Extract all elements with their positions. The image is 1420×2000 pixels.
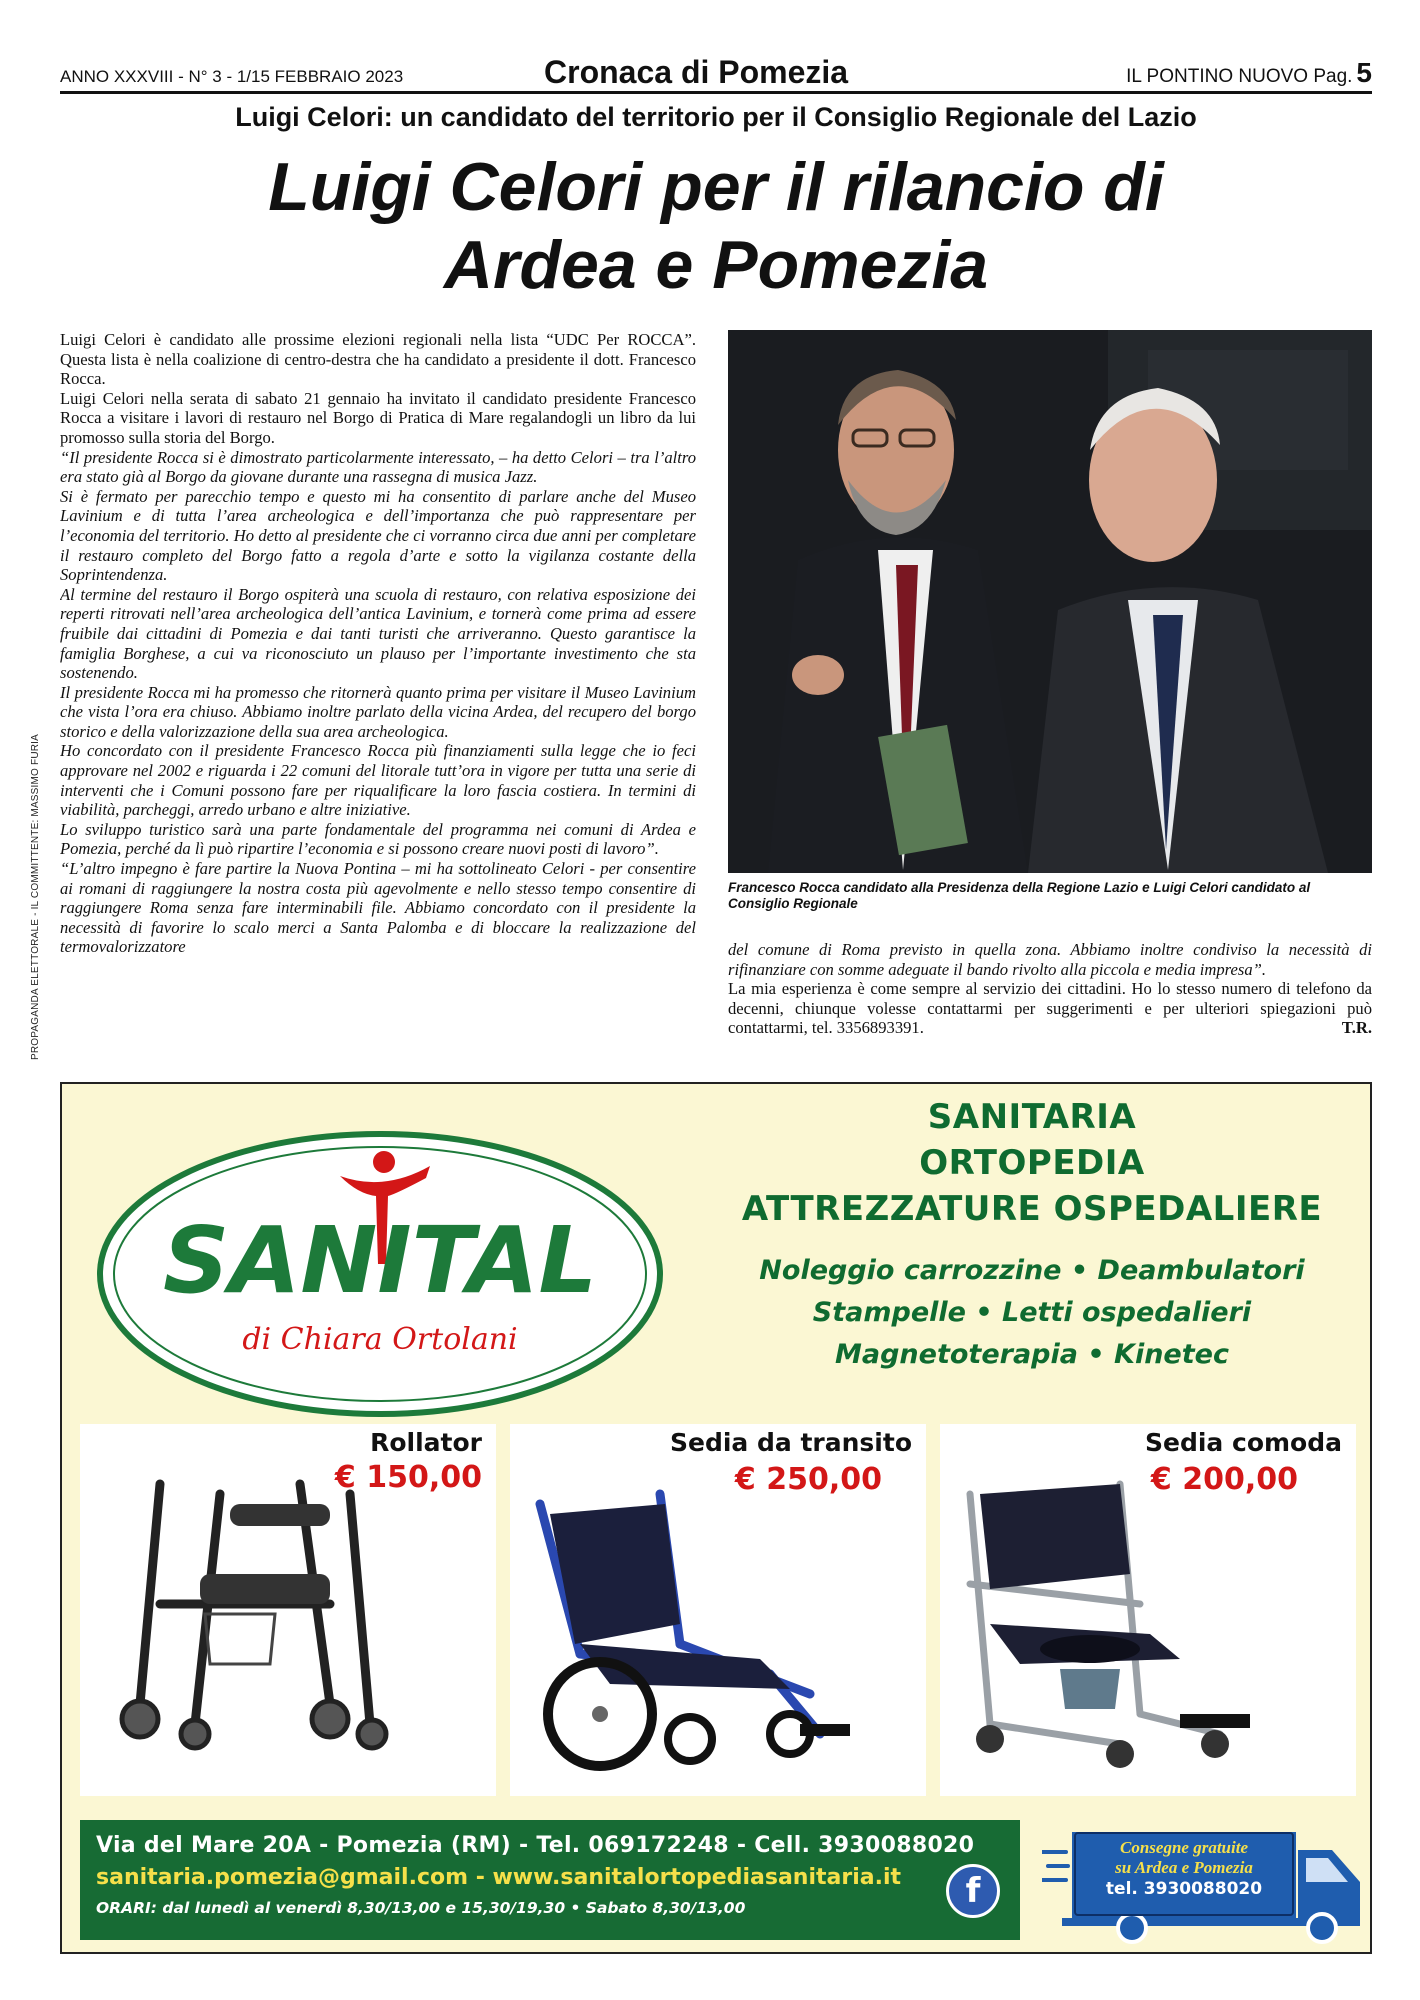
paragraph: Al termine del restauro il Borgo ospiterà una scuola di restauro, con relativa esposizione dei reperti ritrovati nell’area archeologica dell’antica Lavinium, e tornerà come prima ad essere fruibile dai cittadini di Pomezia e dai tanti turisti che arriveranno. Questo garantisce la famiglia Borghese, a cui va riconosciuto un plauso per l’importante investimento che sta sostenendo. (60, 584, 696, 683)
service-line: Stampelle • Letti ospedalieri (812, 1297, 1252, 1328)
paragraph: “Il presidente Rocca si è dimostrato particolarmente interessato, – ha detto Celori – tra l’altro era stato già al Borgo da giovane durante una rassegna di musica Jazz. (60, 447, 696, 487)
page-header (60, 54, 1372, 94)
sanital-logo (90, 1114, 670, 1424)
paper-info (1126, 57, 1372, 89)
service-line: Noleggio carrozzine • Deambulatori (759, 1255, 1305, 1286)
paragraph: Si è fermato per parecchio tempo e questo mi ha consentito di parlare anche del Museo Lavinium e di tutta l’area archeologica e dell’importanza che può rappresentare per l’economia del territorio. Ho detto al presidente che ci vorranno circa due anni per completare il restauro completo del Borgo fatto a regola d’arte e sotto la vigilanza costante della Soprintendenza. (60, 486, 696, 585)
paragraph: “L’altro impegno è fare partire la Nuova Pontina – mi ha sottolineato Celori - per consentire ai romani di raggiungere la nostra costa più agevolmente e nello stesso tempo consentire di raggiungere Roma senza fare interminabili file. Abbiamo concordato con il presidente la necessità di favorire lo scalo merci a Santa Palomba e di bloccare la realizzazione del termovalorizzatore (60, 859, 696, 957)
headline-line-1: Luigi Celori per il rilancio di (268, 149, 1164, 225)
paragraph: Lo sviluppo turistico sarà una parte fondamentale del programma nei comuni di Ardea e Pomezia, perché da lì può ripartire l’economia e si possono creare nuovi posti di lavoro”. (60, 819, 696, 859)
shop-address: Via del Mare 20A - Pomezia (RM) - Tel. 069172248 - Cell. 3930088020 (96, 1833, 975, 1858)
delivery-line-1: Consegne gratuite (1120, 1838, 1248, 1857)
issue-info: ANNO XXXVIII - N° 3 - 1/15 FEBBRAIO 2023 (60, 67, 404, 86)
author-signature: T.R. (1341, 1018, 1372, 1038)
rollator-icon (100, 1454, 400, 1754)
product-price: € 150,00 (334, 1460, 482, 1495)
delivery-line-2: su Ardea e Pomezia (1115, 1858, 1253, 1877)
product-name: Sedia comoda (1145, 1428, 1342, 1457)
category: ORTOPEDIA (919, 1143, 1145, 1183)
page-number: 5 (1356, 57, 1372, 88)
category: ATTREZZATURE OSPEDALIERE (741, 1189, 1323, 1229)
shop-web: sanitaria.pomezia@gmail.com - www.sanitalortopediasanitaria.it (96, 1865, 902, 1890)
section-title: Cronaca di Pomezia (544, 54, 849, 90)
logo-brand: SANITAL (162, 1207, 598, 1314)
paragraph: La mia esperienza è come sempre al servizio dei cittadini. Ho lo stesso numero di telefono da decenni, chiunque volesse contattarmi per suggerimenti e per ulteriori spiegazioni può contattarmi, tel. 3356893391. (728, 979, 1372, 1038)
photo-illustration (728, 330, 1372, 873)
ad-contact-bar (80, 1820, 1020, 1940)
paper-name: IL PONTINO NUOVO Pag. (1126, 66, 1353, 87)
headline-line-2: Ardea e Pomezia (443, 227, 989, 303)
paragraph: del comune di Roma previsto in quella zona. Abbiamo inoltre condiviso la necessità di rifinanziare con somme adeguate il bando rivolto alla piccola e media impresa”. (728, 940, 1372, 979)
product-transit-chair (510, 1424, 926, 1796)
article-column-right (728, 940, 1372, 1038)
product-price: € 200,00 (1150, 1462, 1298, 1497)
paragraph: Il presidente Rocca mi ha promesso che ritornerà quanto prima per visitare il Museo Lavinium che vista l’ora era chiuso. Abbiamo inoltre parlato della vicina Ardea, del recupero del borgo storico e della valorizzazione della sua area archeologica. (60, 682, 696, 741)
product-rollator (80, 1424, 496, 1796)
delivery-phone: tel. 3930088020 (1105, 1879, 1263, 1899)
paragraph: Luigi Celori nella serata di sabato 21 gennaio ha invitato il candidato presidente Francesco Rocca a visitare i lavori di restauro nel Borgo di Pratica di Mare regalandogli un libro da lui promosso sulla storia del Borgo. (60, 388, 696, 447)
commode-chair-icon (950, 1474, 1270, 1774)
opening-hours: ORARI: dal lunedì al venerdì 8,30/13,00 e 15,30/19,30 • Sabato 8,30/13,00 (96, 1899, 746, 1917)
delivery-text (1074, 1832, 1294, 1916)
paragraph: Luigi Celori è candidato alle prossime elezioni regionali nella lista “UDC Per ROCCA”. Questa lista è nella coalizione di centro-destra che ha candidato a presidente il dott. Francesco Rocca. (60, 330, 696, 389)
ad-offerings (702, 1094, 1362, 1376)
product-name: Sedia da transito (670, 1428, 912, 1457)
product-commode-chair (940, 1424, 1356, 1796)
article-column-left (60, 330, 696, 1070)
category: SANITARIA (927, 1097, 1137, 1137)
logo-figure-icon (373, 1151, 395, 1173)
article-headline (60, 148, 1372, 304)
product-price: € 250,00 (734, 1462, 882, 1497)
photo-caption: Francesco Rocca candidato alla Presidenza della Regione Lazio e Luigi Celori candidato al Consiglio Regionale (728, 880, 1311, 911)
logo-owner: di Chiara Ortolani (242, 1322, 518, 1357)
service-line: Magnetoterapia • Kinetec (835, 1339, 1229, 1370)
product-name: Rollator (370, 1428, 482, 1457)
facebook-icon[interactable]: f (946, 1864, 1000, 1918)
article-subhead: Luigi Celori: un candidato del territorio per il Consiglio Regionale del Lazio (235, 102, 1197, 132)
wheelchair-icon (520, 1474, 860, 1774)
article-photo (728, 330, 1372, 873)
advertisement (60, 1082, 1372, 1954)
paragraph: Ho concordato con il presidente Francesco Rocca più finanziamenti sulla legge che io feci approvare nel 2002 e riguarda i 22 comuni del litorale tutt’ora in vigore per tutta una serie di interventi che i Comuni possono fare per riqualificare la loro fascia costiera. In termini di viabilità, parcheggi, arredo urbano e altre iniziative. (60, 741, 696, 820)
delivery-badge (1042, 1832, 1362, 1944)
electoral-notice: PROPAGANDA ELETTORALE - IL COMMITTENTE: MASSIMO FURIA (30, 733, 41, 1060)
